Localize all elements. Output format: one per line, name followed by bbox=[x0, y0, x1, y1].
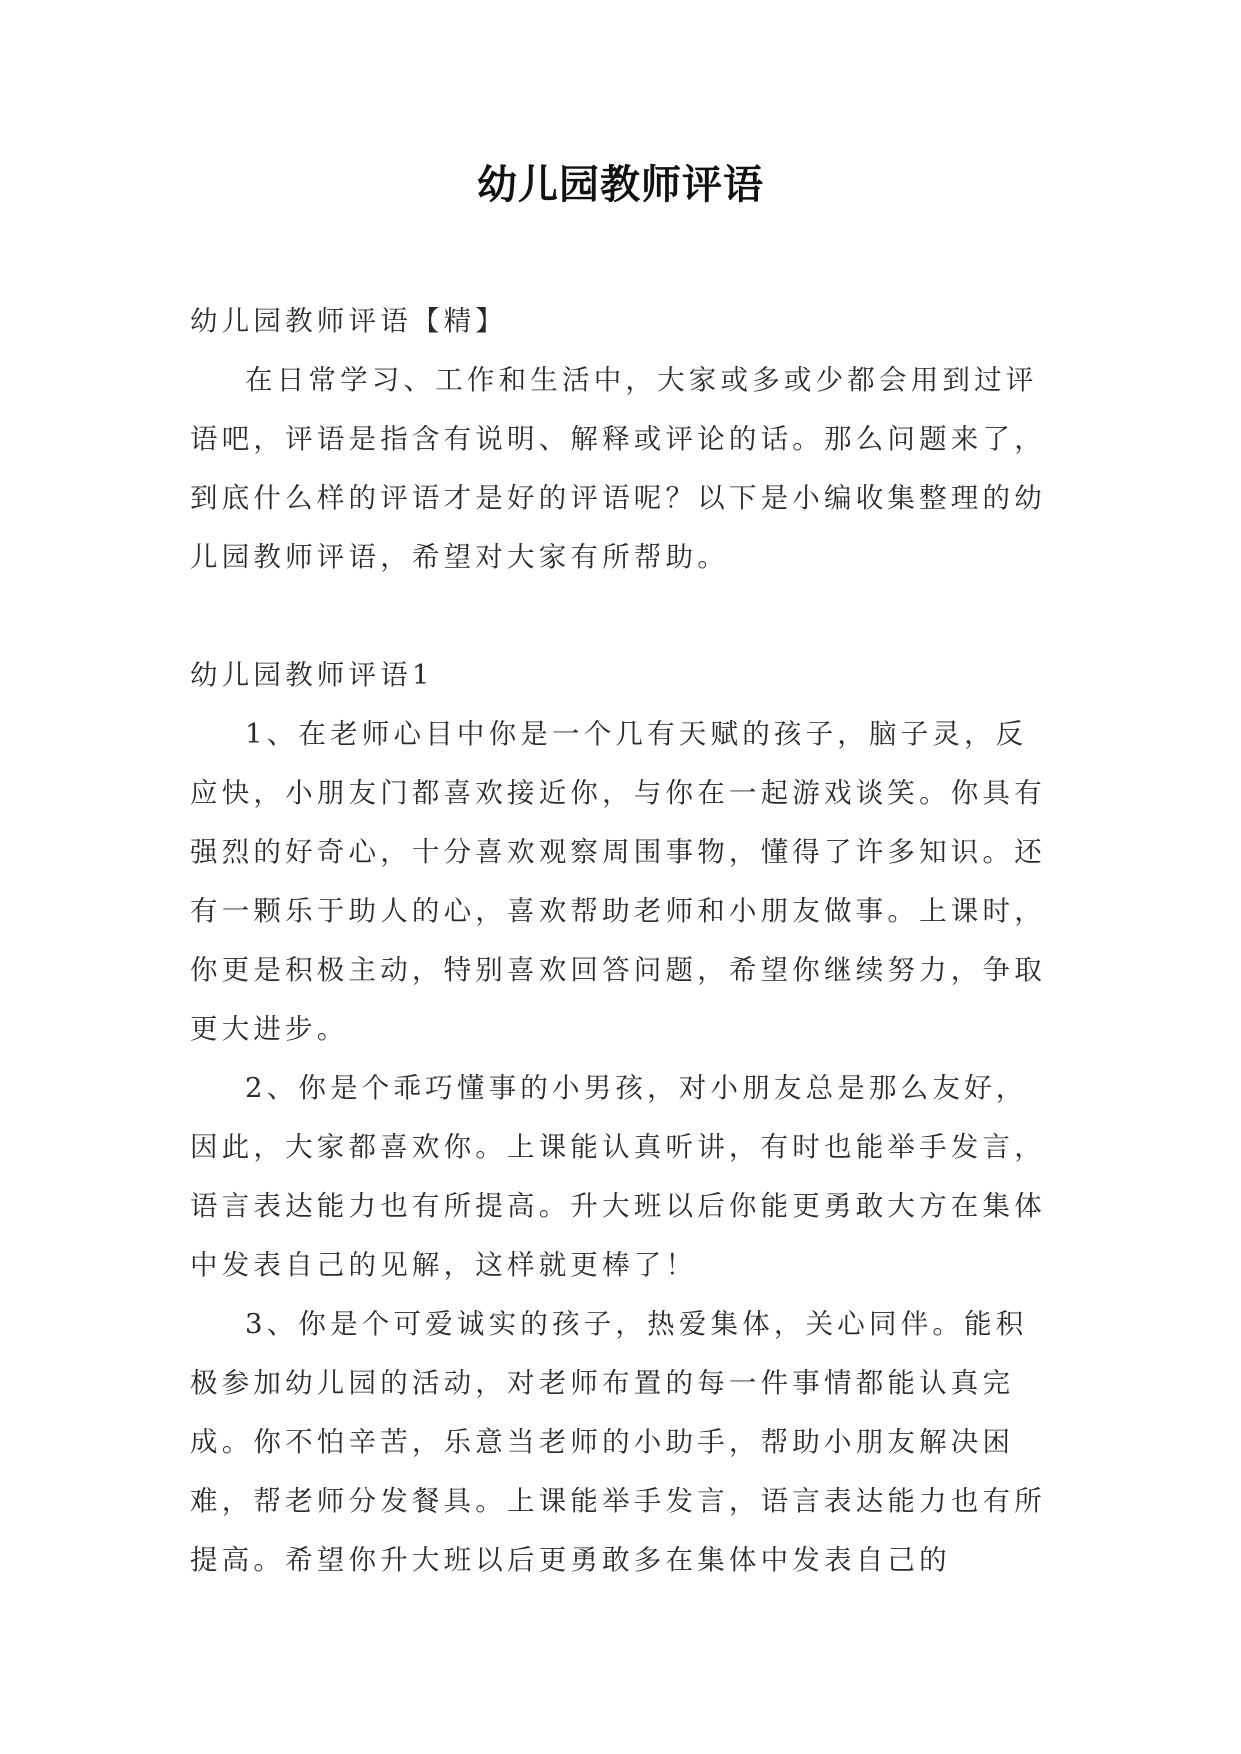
comment-paragraph-3: 3、你是个可爱诚实的孩子，热爱集体，关心同伴。能积极参加幼儿园的活动，对老师布置的每一件事情都能认真完成。你不怕辛苦，乐意当老师的小助手，帮助小朋友解决困难，帮老师分发餐具。上课能举手发言，语言表达能力也有所提高。希望你升大班以后更勇敢多在集体中发表自己的 bbox=[190, 1308, 1046, 1576]
comment-paragraph-2: 2、你是个乖巧懂事的小男孩，对小朋友总是那么友好，因此，大家都喜欢你。上课能认真听讲，有时也能举手发言，语言表达能力也有所提高。升大班以后你能更勇敢大方在集体中发表自己的见解，这样就更棒了！ bbox=[190, 1072, 1046, 1281]
section-heading: 幼儿园教师评语1 bbox=[190, 659, 434, 691]
document-title: 幼儿园教师评语 bbox=[477, 162, 764, 208]
document-subtitle: 幼儿园教师评语【精】 bbox=[190, 305, 507, 337]
section-spacer bbox=[190, 587, 1050, 646]
comment-paragraph-1: 1、在老师心目中你是一个几有天赋的孩子，脑子灵，反应快，小朋友门都喜欢接近你，与你在一起游戏谈笑。你具有强烈的好奇心，十分喜欢观察周围事物，懂得了许多知识。还有一颗乐于助人的心，喜欢帮助老师和小朋友做事。上课时，你更是积极主动，特别喜欢回答问题，希望你继续努力，争取更大进步。 bbox=[190, 718, 1046, 1045]
intro-paragraph: 在日常学习、工作和生活中，大家或多或少都会用到过评语吧，评语是指含有说明、解释或评论的话。那么问题来了，到底什么样的评语才是好的评语呢？以下是小编收集整理的幼儿园教师评语，希望对大家有所帮助。 bbox=[190, 364, 1046, 573]
document-body bbox=[190, 292, 1050, 1590]
